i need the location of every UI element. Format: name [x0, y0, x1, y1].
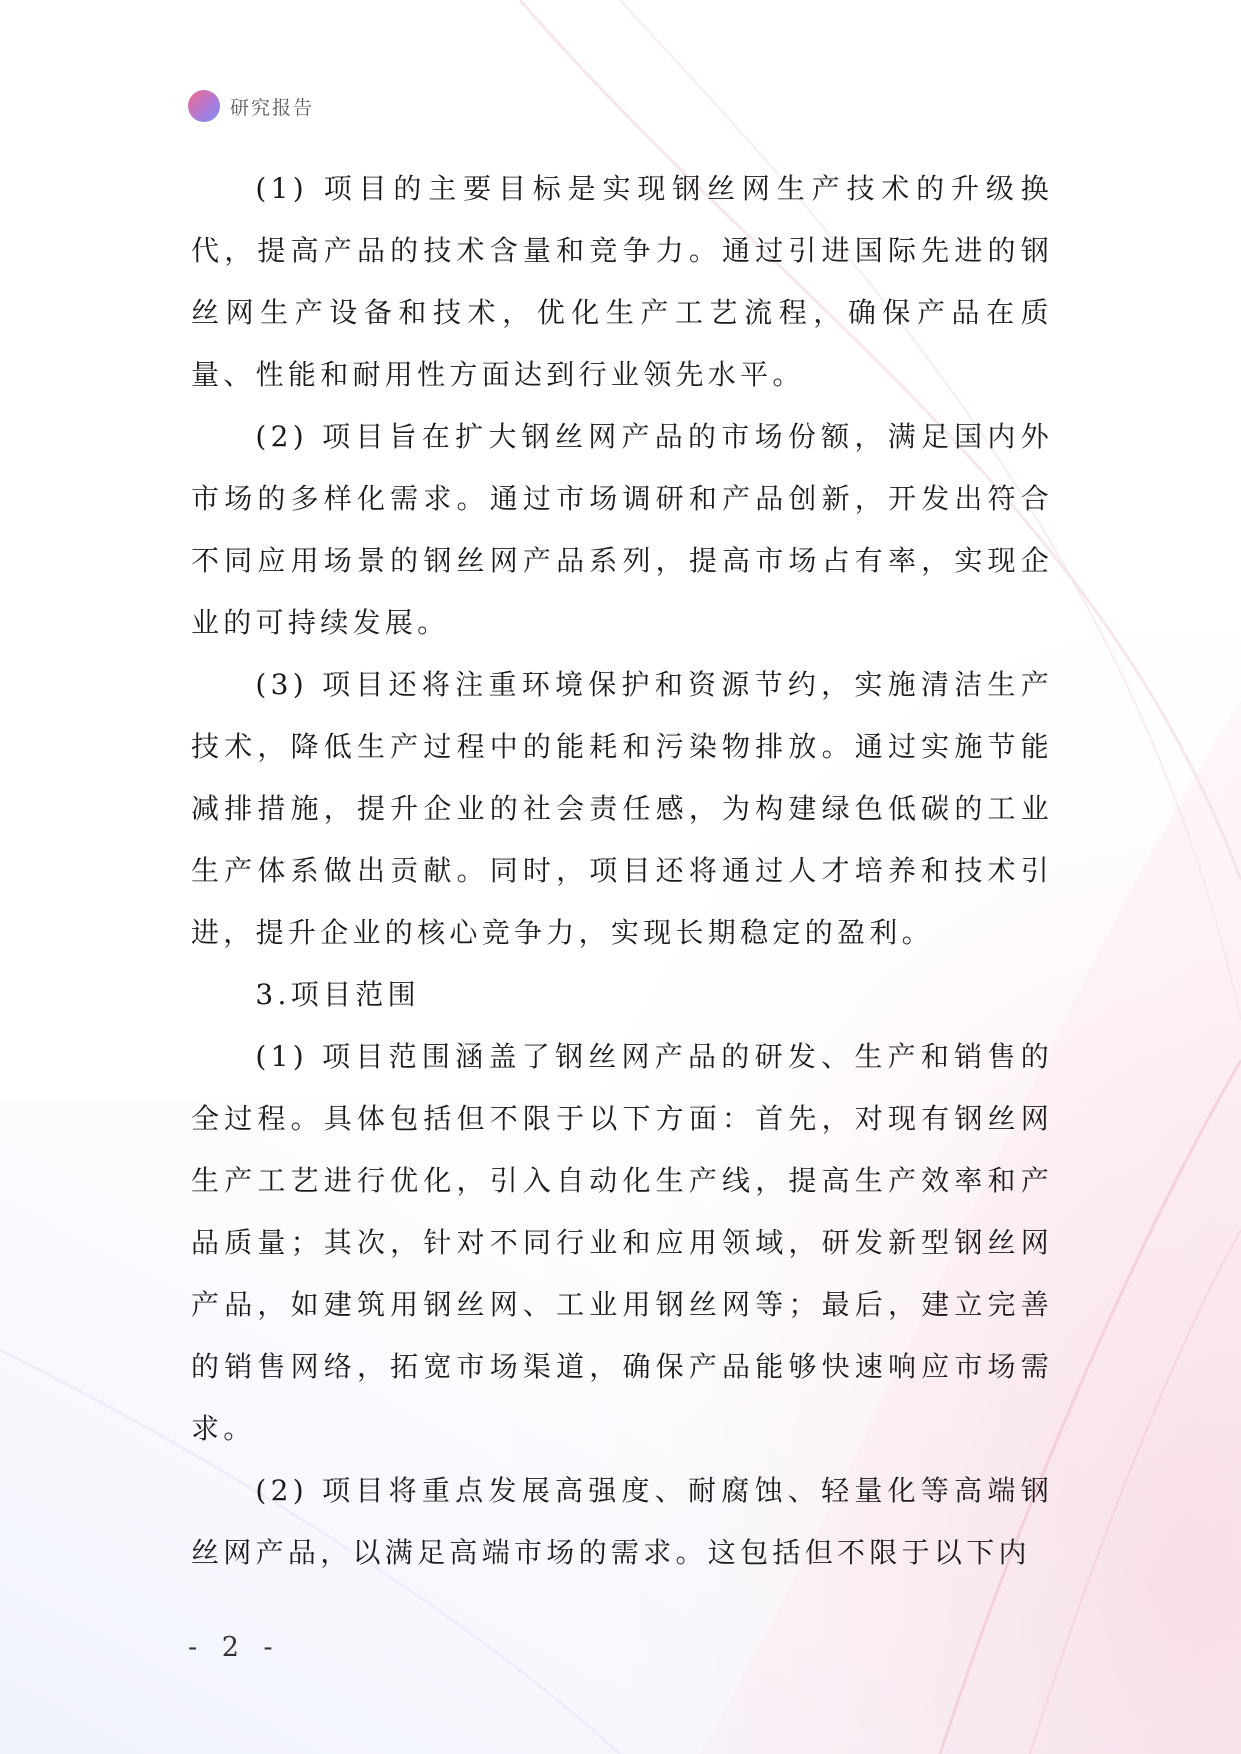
header-label: 研究报告	[230, 96, 315, 119]
objective-paragraph-3: (3) 项目还将注重环境保护和资源节约，实施清洁生产技术，降低生产过程中的能耗和污染物排放。通过实施节能减排措施，提升企业的社会责任感，为构建绿色低碳的工业生产体系做出贡献。同时，项目还将通过人才培养和技术引进，提升企业的核心竞争力，实现长期稳定的盈利。	[191, 668, 1053, 949]
objective-paragraph-2: (2) 项目旨在扩大钢丝网产品的市场份额，满足国内外市场的多样化需求。通过市场调研和产品创新，开发出符合不同应用场景的钢丝网产品系列，提高市场占有率，实现企业的可持续发展。	[191, 420, 1053, 639]
scope-paragraph-1: (1) 项目范围涵盖了钢丝网产品的研发、生产和销售的全过程。具体包括但不限于以下方面：首先，对现有钢丝网生产工艺进行优化，引入自动化生产线，提高生产效率和产品质量；其次，针对不同行业和应用领域，研发新型钢丝网产品，如建筑用钢丝网、工业用钢丝网等；最后，建立完善的销售网络，拓宽市场渠道，确保产品能够快速响应市场需求。	[191, 1040, 1053, 1445]
scope-paragraph-2: (2) 项目将重点发展高强度、耐腐蚀、轻量化等高端钢丝网产品，以满足高端市场的需求。这包括但不限于以下内	[191, 1474, 1053, 1569]
logo-icon	[188, 90, 220, 122]
objective-paragraph-1: (1) 项目的主要目标是实现钢丝网生产技术的升级换代，提高产品的技术含量和竞争力。通过引进国际先进的钢丝网生产设备和技术，优化生产工艺流程，确保产品在质量、性能和耐用性方面达到行业领先水平。	[191, 172, 1053, 391]
document-body	[191, 158, 1053, 1584]
page-number: - 2 -	[188, 1632, 281, 1663]
section-heading: 3.项目范围	[255, 978, 420, 1011]
report-header	[188, 89, 314, 123]
